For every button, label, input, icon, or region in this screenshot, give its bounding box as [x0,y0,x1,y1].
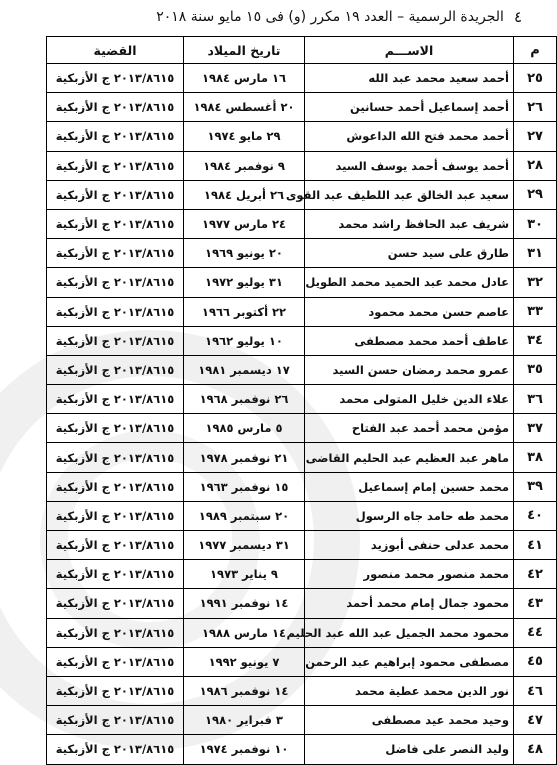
table-header-row [47,37,557,64]
row-number: ٤٤ [514,618,557,647]
person-name: شريف عبد الحافظ راشد محمد [305,209,514,238]
person-name: نور الدين محمد عطية محمد [305,676,514,705]
table-row [47,618,557,647]
person-name: أحمد سعيد محمد عبد الله [305,64,514,93]
table-row [47,122,557,151]
row-number: ٢٦ [514,93,557,122]
case-number: ٢٠١٣/٨٦١٥ ج الأزبكية [47,531,184,560]
person-name: عاصم حسن محمد محمود [305,297,514,326]
case-number: ٢٠١٣/٨٦١٥ ج الأزبكية [47,472,184,501]
row-number: ٣٥ [514,355,557,384]
row-number: ٣٣ [514,297,557,326]
birth-date: ٧ يونيو ١٩٩٢ [184,647,305,676]
row-number: ٣٧ [514,414,557,443]
case-number: ٢٠١٣/٨٦١٥ ج الأزبكية [47,647,184,676]
birth-date: ١٥ نوفمبر ١٩٦٣ [184,472,305,501]
table-row [47,151,557,180]
birth-date: ١٤ نوفمبر ١٩٨٦ [184,676,305,705]
table-row [47,501,557,530]
column-header-case: القضية [47,37,184,64]
person-name: أحمد يوسف أحمد يوسف السيد [305,151,514,180]
case-number: ٢٠١٣/٨٦١٥ ج الأزبكية [47,122,184,151]
case-number: ٢٠١٣/٨٦١٥ ج الأزبكية [47,180,184,209]
birth-date: ٢٠ سبتمبر ١٩٨٩ [184,501,305,530]
birth-date: ٩ نوفمبر ١٩٨٤ [184,151,305,180]
gazette-title: الجريدة الرسمية – العدد ١٩ مكرر (و) فى ١٥ مايو سنة ٢٠١٨ [156,9,504,25]
table-row [47,239,557,268]
person-name: وليد النصر على فاضل [305,735,514,764]
table-row [47,414,557,443]
table-row [47,676,557,705]
row-number: ٤١ [514,531,557,560]
page-header [20,6,522,28]
table-row [47,472,557,501]
birth-date: ١٠ نوفمبر ١٩٧٤ [184,735,305,764]
row-number: ٤٢ [514,560,557,589]
birth-date: ١٧ ديسمبر ١٩٨١ [184,355,305,384]
birth-date: ١٤ نوفمبر ١٩٩١ [184,589,305,618]
birth-date: ٩ يناير ١٩٧٣ [184,560,305,589]
person-name: محمود محمد الجميل عبد الله عبد الحليم [305,618,514,647]
birth-date: ٥ مارس ١٩٨٥ [184,414,305,443]
person-name: ماهر عبد العظيم عبد الحليم القاضى [305,443,514,472]
birth-date: ٢٠ أغسطس ١٩٨٤ [184,93,305,122]
case-number: ٢٠١٣/٨٦١٥ ج الأزبكية [47,676,184,705]
row-number: ٣٢ [514,268,557,297]
row-number: ٤٠ [514,501,557,530]
case-number: ٢٠١٣/٨٦١٥ ج الأزبكية [47,209,184,238]
birth-date: ٢٦ نوفمبر ١٩٦٨ [184,385,305,414]
row-number: ٤٣ [514,589,557,618]
case-number: ٢٠١٣/٨٦١٥ ج الأزبكية [47,560,184,589]
case-number: ٢٠١٣/٨٦١٥ ج الأزبكية [47,735,184,764]
case-number: ٢٠١٣/٨٦١٥ ج الأزبكية [47,151,184,180]
birth-date: ١٤ مارس ١٩٨٨ [184,618,305,647]
birth-date: ١٠ يوليو ١٩٦٢ [184,326,305,355]
birth-date: ٣ فبراير ١٩٨٠ [184,706,305,735]
row-number: ٣٠ [514,209,557,238]
person-name: محمد حسين إمام إسماعيل [305,472,514,501]
case-number: ٢٠١٣/٨٦١٥ ج الأزبكية [47,64,184,93]
case-number: ٢٠١٣/٨٦١٥ ج الأزبكية [47,326,184,355]
case-number: ٢٠١٣/٨٦١٥ ج الأزبكية [47,297,184,326]
table-row [47,647,557,676]
row-number: ٣٩ [514,472,557,501]
person-name: مصطفى محمود إبراهيم عبد الرحمن [305,647,514,676]
row-number: ٣١ [514,239,557,268]
person-name: عمرو محمد رمضان حسن السيد [305,355,514,384]
birth-date: ٢٦ أبريل ١٩٨٤ [184,180,305,209]
table-row [47,297,557,326]
page-number: ٤ [513,8,522,26]
names-table [46,36,557,765]
birth-date: ٢٠ يونيو ١٩٦٩ [184,239,305,268]
person-name: مؤمن محمد أحمد عبد الفتاح [305,414,514,443]
table-row [47,180,557,209]
person-name: محمد منصور محمد منصور [305,560,514,589]
case-number: ٢٠١٣/٨٦١٥ ج الأزبكية [47,268,184,297]
row-number: ٣٨ [514,443,557,472]
birth-date: ٢١ نوفمبر ١٩٧٨ [184,443,305,472]
case-number: ٢٠١٣/٨٦١٥ ج الأزبكية [47,618,184,647]
row-number: ٣٤ [514,326,557,355]
case-number: ٢٠١٣/٨٦١٥ ج الأزبكية [47,414,184,443]
birth-date: ٢٩ مايو ١٩٧٤ [184,122,305,151]
case-number: ٢٠١٣/٨٦١٥ ج الأزبكية [47,355,184,384]
case-number: ٢٠١٣/٨٦١٥ ج الأزبكية [47,706,184,735]
column-header-number: م [514,37,557,64]
table-row [47,268,557,297]
person-name: أحمد إسماعيل أحمد حسانين [305,93,514,122]
case-number: ٢٠١٣/٨٦١٥ ج الأزبكية [47,501,184,530]
table-body [47,64,557,765]
case-number: ٢٠١٣/٨٦١٥ ج الأزبكية [47,93,184,122]
table-row [47,706,557,735]
table-row [47,589,557,618]
table-row [47,443,557,472]
table-row [47,355,557,384]
row-number: ٤٥ [514,647,557,676]
table-row [47,560,557,589]
row-number: ٢٨ [514,151,557,180]
birth-date: ٣١ يوليو ١٩٧٢ [184,268,305,297]
person-name: محمد عدلى حنفى أبوزيد [305,531,514,560]
column-header-name: الاســـم [305,37,514,64]
column-header-birthdate: تاريخ الميلاد [184,37,305,64]
person-name: طارق على سيد حسن [305,239,514,268]
row-number: ٤٧ [514,706,557,735]
person-name: محمود جمال إمام محمد أحمد [305,589,514,618]
row-number: ٤٦ [514,676,557,705]
birth-date: ٢٢ أكتوبر ١٩٦٦ [184,297,305,326]
table-row [47,209,557,238]
row-number: ٢٥ [514,64,557,93]
case-number: ٢٠١٣/٨٦١٥ ج الأزبكية [47,239,184,268]
case-number: ٢٠١٣/٨٦١٥ ج الأزبكية [47,589,184,618]
person-name: أحمد محمد فتح الله الداعوش [305,122,514,151]
person-name: عاطف أحمد محمد مصطفى [305,326,514,355]
table-row [47,735,557,764]
person-name: وحيد محمد عيد مصطفى [305,706,514,735]
row-number: ٢٧ [514,122,557,151]
case-number: ٢٠١٣/٨٦١٥ ج الأزبكية [47,385,184,414]
row-number: ٣٦ [514,385,557,414]
row-number: ٤٨ [514,735,557,764]
table-row [47,531,557,560]
person-name: سعيد عبد الخالق عبد اللطيف عبد القوى [305,180,514,209]
person-name: محمد طه حامد جاه الرسول [305,501,514,530]
person-name: علاء الدين خليل المتولى محمد [305,385,514,414]
table-row [47,93,557,122]
person-name: عادل محمد عبد الحميد محمد الطويل [305,268,514,297]
birth-date: ١٦ مارس ١٩٨٤ [184,64,305,93]
table-row [47,326,557,355]
case-number: ٢٠١٣/٨٦١٥ ج الأزبكية [47,443,184,472]
table-row [47,385,557,414]
row-number: ٢٩ [514,180,557,209]
birth-date: ٢٤ مارس ١٩٧٧ [184,209,305,238]
birth-date: ٣١ ديسمبر ١٩٧٧ [184,531,305,560]
table-row [47,64,557,93]
